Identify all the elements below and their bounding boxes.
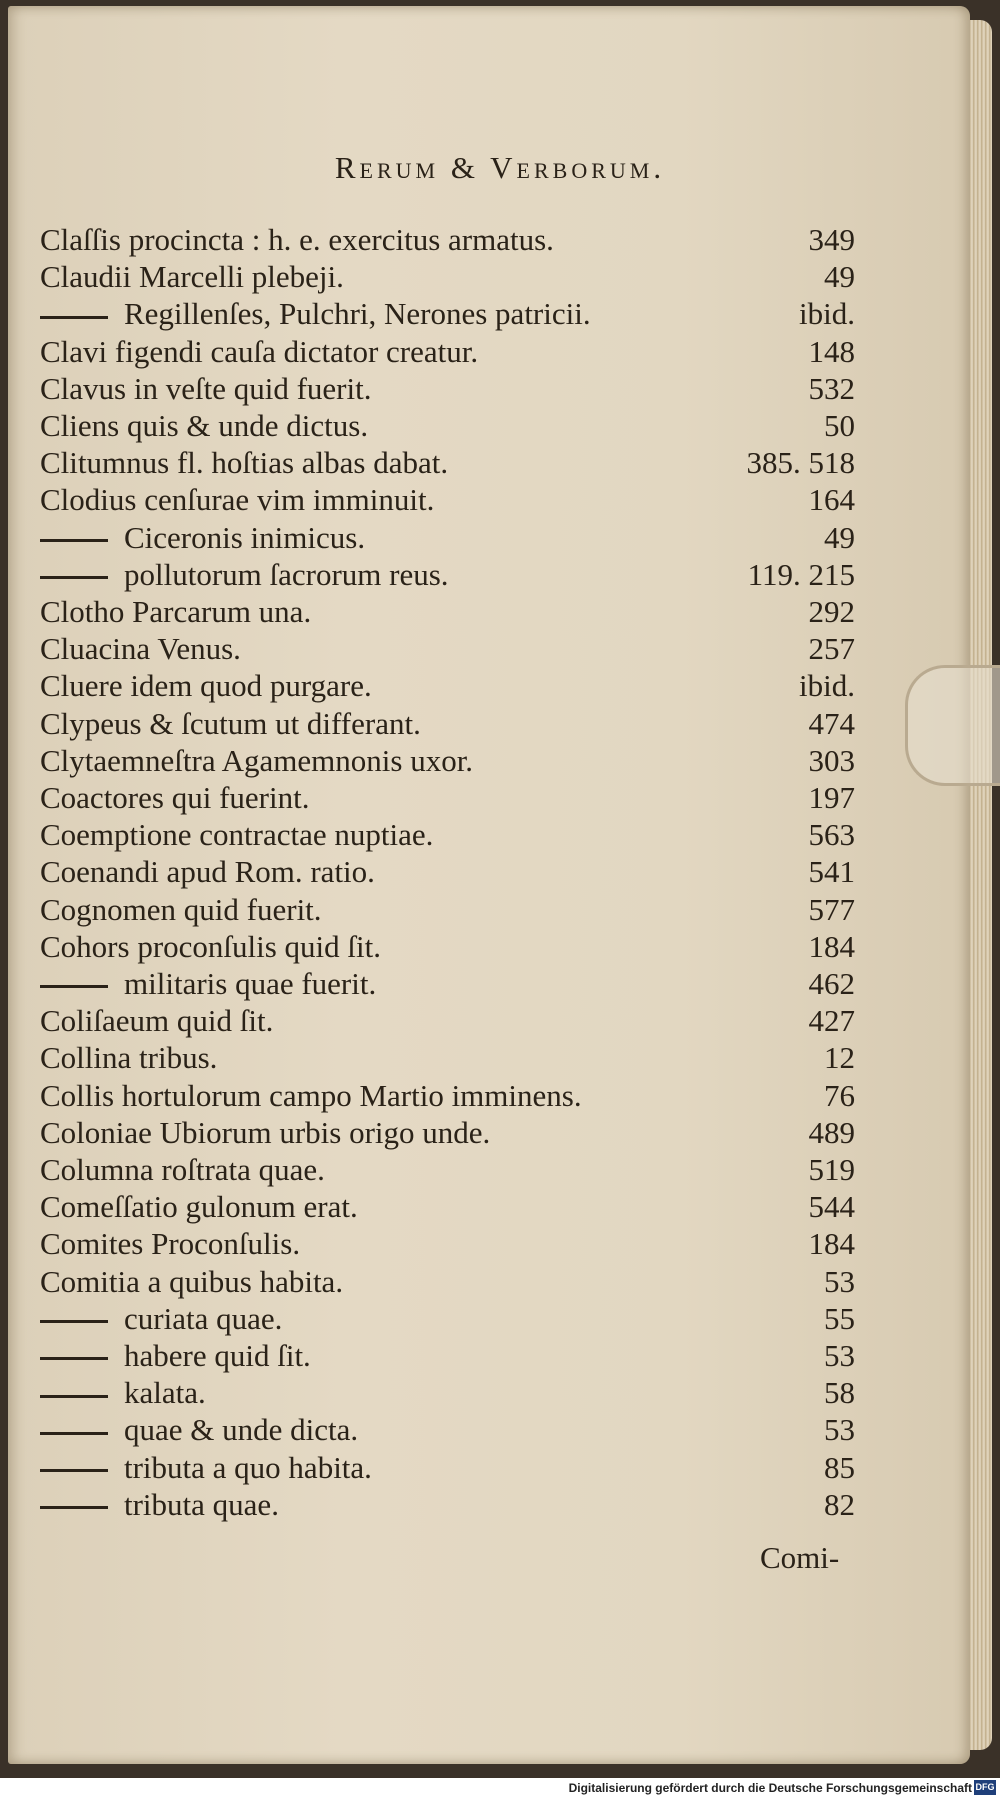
entry-term: Ciceronis inimicus. <box>124 519 366 555</box>
page-clip <box>905 665 1000 786</box>
entry-page-reference: 148 <box>808 333 855 369</box>
entry-page-reference: 55 <box>824 1300 855 1336</box>
entry-term: kalata. <box>124 1375 206 1411</box>
index-entry <box>40 445 855 481</box>
entry-page-reference: 82 <box>824 1486 855 1522</box>
index-entry <box>40 1226 855 1262</box>
entry-page-reference: 53 <box>824 1412 855 1448</box>
index-entry <box>40 743 855 779</box>
entry-page-reference: 462 <box>808 966 855 1001</box>
index-entry <box>40 780 855 816</box>
entry-page-reference: ibid. <box>799 296 855 332</box>
running-header <box>0 150 1000 186</box>
index-entry <box>40 1078 855 1114</box>
index-entry <box>40 631 855 667</box>
entry-page-reference: 119. 215 <box>747 556 855 592</box>
entry-page-reference: 50 <box>824 408 855 443</box>
index-entry <box>40 1040 855 1076</box>
page-edges <box>970 20 992 1750</box>
entry-term: Cliens quis & unde dictus. <box>40 408 369 443</box>
index-entry <box>40 557 855 593</box>
index-entry <box>40 1450 855 1486</box>
index-entry <box>40 1115 855 1151</box>
entry-page-reference: 474 <box>808 705 855 741</box>
entry-term: Claſſis procincta : h. e. exercitus armatus. <box>40 222 554 257</box>
index-entry <box>40 817 855 853</box>
entry-term: Comeſſatio gulonum erat. <box>40 1189 358 1225</box>
index-entry <box>40 259 855 295</box>
index-entry <box>40 854 855 890</box>
entry-term: Claudii Marcelli plebeji. <box>40 259 344 295</box>
entry-page-reference: 85 <box>824 1449 855 1485</box>
entry-term: Clotho Parcarum una. <box>40 594 312 629</box>
entry-page-reference: 563 <box>808 817 855 853</box>
index-entry <box>40 334 855 370</box>
index-entry <box>40 482 855 518</box>
entry-page-reference: 197 <box>808 780 855 815</box>
entry-page-reference: 427 <box>808 1003 855 1039</box>
entry-term: habere quid ſit. <box>124 1338 311 1373</box>
index-entry <box>40 408 855 444</box>
entry-page-reference: 53 <box>824 1338 855 1373</box>
ditto-dash <box>40 1320 108 1323</box>
entry-page-reference: ibid. <box>799 668 855 704</box>
index-entry <box>40 594 855 630</box>
entry-term: Cluere idem quod purgare. <box>40 668 372 704</box>
entry-page-reference: 184 <box>808 1226 855 1262</box>
ditto-dash <box>40 576 108 579</box>
index-entry <box>40 929 855 965</box>
entry-page-reference: 257 <box>808 631 855 667</box>
index-entry <box>40 706 855 742</box>
ditto-dash <box>40 1469 108 1472</box>
index-entry <box>40 892 855 928</box>
ditto-dash <box>40 985 108 988</box>
ditto-dash <box>40 539 108 542</box>
entry-page-reference: 349 <box>808 222 855 257</box>
index-entry <box>40 371 855 407</box>
entry-page-reference: 164 <box>808 482 855 518</box>
index-entry <box>40 1264 855 1300</box>
entry-page-reference: 184 <box>808 928 855 964</box>
entry-page-reference: 577 <box>808 891 855 927</box>
entry-term: Clavi figendi cauſa dictator creatur. <box>40 333 479 369</box>
index-entry <box>40 222 855 258</box>
entry-term: Columna roſtrata quae. <box>40 1152 325 1187</box>
index-entry <box>40 1412 855 1448</box>
entry-page-reference: 58 <box>824 1375 855 1411</box>
index-entry <box>40 966 855 1002</box>
ditto-dash <box>40 1506 108 1509</box>
entry-term: Collis hortulorum campo Martio imminens. <box>40 1077 582 1113</box>
entry-page-reference: 53 <box>824 1263 855 1299</box>
ditto-dash <box>40 1432 108 1435</box>
ditto-dash <box>40 1395 108 1398</box>
index-entry <box>40 1152 855 1188</box>
entry-term: Collina tribus. <box>40 1040 218 1076</box>
entry-term: Coloniae Ubiorum urbis origo unde. <box>40 1114 491 1150</box>
entry-term: quae & unde dicta. <box>124 1412 359 1448</box>
digitization-footer <box>0 1778 1000 1798</box>
entry-term: Clodius cenſurae vim imminuit. <box>40 482 435 518</box>
entry-page-reference: 544 <box>808 1189 855 1225</box>
entry-page-reference: 532 <box>808 370 855 406</box>
ditto-dash <box>40 1357 108 1360</box>
index-entry <box>40 1338 855 1374</box>
index-entry <box>40 668 855 704</box>
entry-term: Cluacina Venus. <box>40 631 241 667</box>
entry-page-reference: 49 <box>824 259 855 295</box>
entry-term: Coenandi apud Rom. ratio. <box>40 854 375 890</box>
ditto-dash <box>40 316 108 319</box>
index-entry <box>40 1003 855 1039</box>
index-entry <box>40 1487 855 1523</box>
running-header-text: Rerum & Verborum. <box>334 150 666 185</box>
entry-term: Clytaemneſtra Agamemnonis uxor. <box>40 742 474 778</box>
entry-page-reference: 49 <box>824 519 855 555</box>
entry-page-reference: 76 <box>824 1077 855 1113</box>
entry-page-reference: 519 <box>808 1152 855 1187</box>
entry-page-reference: 12 <box>824 1040 855 1076</box>
footer-text: Digitalisierung gefördert durch die Deutsche Forschungsgemeinschaft <box>568 1781 972 1795</box>
entry-term: militaris quae fuerit. <box>124 966 377 1001</box>
entry-term: Coactores qui fuerint. <box>40 780 310 815</box>
entry-term: pollutorum ſacrorum reus. <box>124 556 449 592</box>
dfg-logo: DFG <box>974 1780 996 1795</box>
entry-term: Clitumnus fl. hoſtias albas dabat. <box>40 445 449 481</box>
catchword: Comi- <box>760 1540 840 1575</box>
entry-page-reference: 541 <box>808 854 855 890</box>
entry-term: Cohors proconſulis quid ſit. <box>40 928 381 964</box>
entry-term: tributa a quo habita. <box>124 1449 372 1485</box>
index-entry <box>40 1189 855 1225</box>
entry-term: Comites Proconſulis. <box>40 1226 301 1262</box>
index-entry <box>40 296 855 332</box>
entry-term: curiata quae. <box>124 1300 283 1336</box>
entry-term: Comitia a quibus habita. <box>40 1263 344 1299</box>
entry-page-reference: 292 <box>808 594 855 629</box>
entry-term: Clypeus & ſcutum ut differant. <box>40 705 421 741</box>
entry-page-reference: 385. 518 <box>746 445 855 481</box>
index-entry <box>40 1301 855 1337</box>
entry-term: Regillenſes, Pulchri, Nerones patricii. <box>124 296 591 332</box>
entry-term: Cognomen quid fuerit. <box>40 891 322 927</box>
entry-page-reference: 303 <box>808 742 855 778</box>
entry-term: Clavus in veſte quid fuerit. <box>40 370 372 406</box>
index-entry <box>40 520 855 556</box>
entry-term: Coemptione contractae nuptiae. <box>40 817 434 853</box>
entry-term: tributa quae. <box>124 1486 279 1522</box>
index-entry <box>40 1375 855 1411</box>
entry-term: Coliſaeum quid ſit. <box>40 1003 274 1039</box>
entry-page-reference: 489 <box>808 1114 855 1150</box>
